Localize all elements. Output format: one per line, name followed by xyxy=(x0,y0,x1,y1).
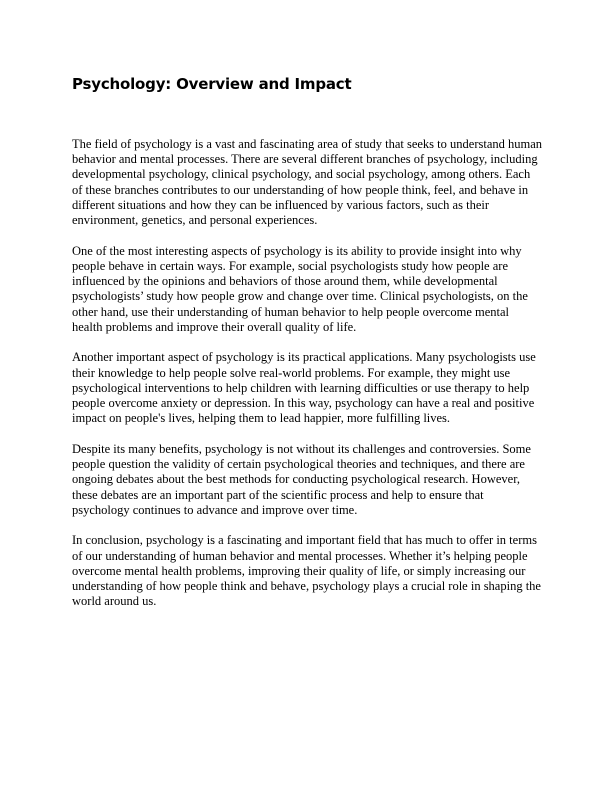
paragraph-5: In conclusion, psychology is a fascinating and important field that has much to offer in terms of our understanding of human behavior and mental processes. Whether it’s helping people overcome mental health problems, improving their quality of life, or simply increasing our understanding of how people think and behave, psychology plays a crucial role in shaping the world around us. xyxy=(72,533,541,609)
document-title: Psychology: Overview and Impact xyxy=(72,75,352,93)
paragraph-4: Despite its many benefits, psychology is not without its challenges and controversies. Some people question the validity of certain psychological theories and techniques, and there are ongoing debates about the best methods for conducting psychological research. However, these debates are an important part of the scientific process and help to ensure that psychology continues to advance and improve over time. xyxy=(72,441,531,517)
paragraph-3: Another important aspect of psychology is its practical applications. Many psychologists use their knowledge to help people solve real-world problems. For example, they might use psychological interventions to help children with learning difficulties or use therapy to help people overcome anxiety or depression. In this way, psychology can have a real and positive impact on people's lives, helping them to lead happier, more fulfilling lives. xyxy=(72,350,536,426)
paragraph-2: One of the most interesting aspects of psychology is its ability to provide insight into why people behave in certain ways. For example, social psychologists study how people are influenced by the opinions and behaviors of those around them, while developmental psychologists’ study how people grow and change over time. Clinical psychologists, on the other hand, use their understanding of human behavior to help people overcome mental health problems and improve their overall quality of life. xyxy=(72,243,528,334)
document-body xyxy=(72,137,542,625)
paragraph-1: The field of psychology is a vast and fascinating area of study that seeks to understand human behavior and mental processes. There are several different branches of psychology, including developmental psychology, clinical psychology, and social psychology, among others. Each of these branches contributes to our understanding of how people think, feel, and behave in different situations and how they can be influenced by various factors, such as their environment, genetics, and personal experiences. xyxy=(72,137,543,228)
